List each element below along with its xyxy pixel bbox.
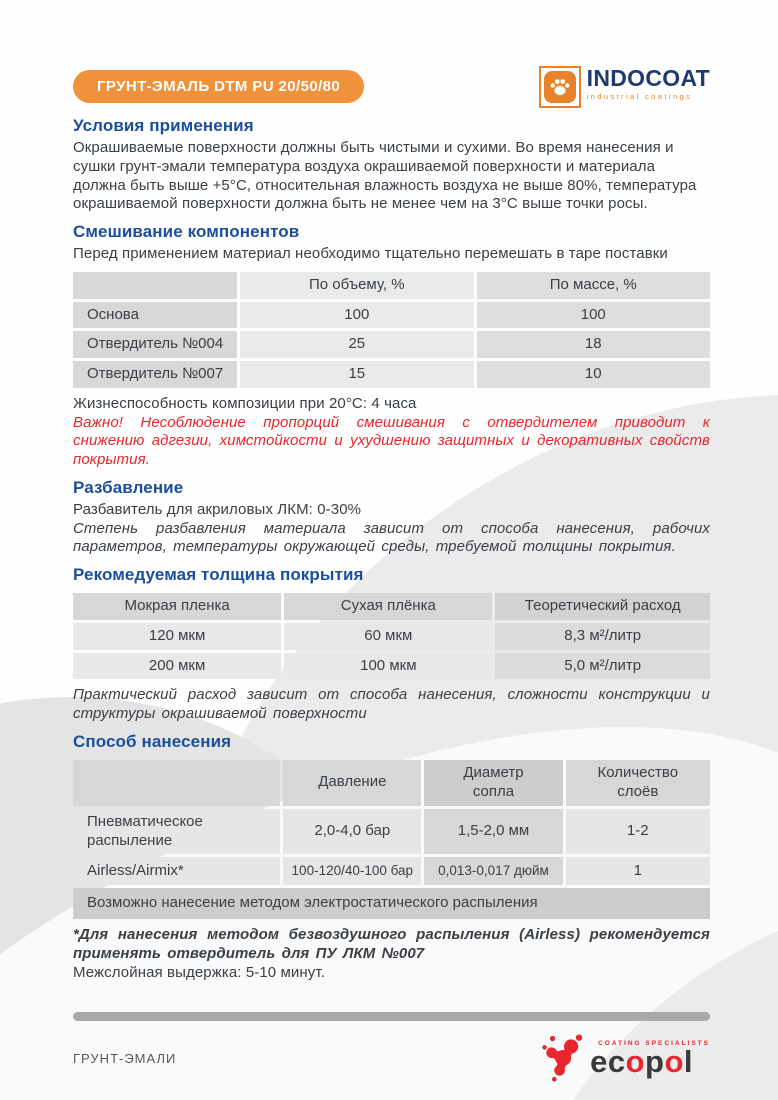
section-heading-mixing: Смешивание компонентов: [73, 222, 300, 241]
cell: 2,0-4,0 бар: [283, 809, 421, 855]
pot-life-note: Жизнеспособность композиции при 20°С: 4 часа: [73, 394, 417, 412]
cell: [566, 760, 710, 806]
table-row: [73, 623, 710, 650]
indocoat-tagline: industrial coatings: [586, 92, 693, 102]
cell: По объему, %: [240, 272, 473, 299]
section-heading-dilution: Разбавление: [73, 477, 184, 497]
thickness-note: Практический расход зависит от способа нанесения, сложности конструкции и структуры окрашиваемой поверхности: [73, 686, 710, 722]
cell: Давление: [283, 760, 421, 806]
table-row: [73, 331, 710, 358]
page-footer: [73, 1031, 710, 1085]
cell-text: Количество слоёв: [597, 764, 679, 800]
cell: 18: [477, 331, 710, 358]
section-heading-conditions: Условия применения: [73, 116, 254, 135]
indocoat-wordmark: [587, 66, 710, 101]
conditions-paragraph: Окрашиваемые поверхности должны быть чистыми и сухими. Во время нанесения и сушки грунт-эмали температура воздуха окрашиваемой поверхности и материала должна быть выше +5°С, относительная влажность воздуха не выше 80%, температура окрашиваемой поверхности должна быть не менее чем на 3°С выше точки росы.: [73, 139, 697, 213]
cell: 5,0 м²/литр: [495, 653, 710, 680]
cell: 10: [477, 361, 710, 388]
table-header-row: [73, 760, 710, 806]
cell: 1: [566, 857, 710, 885]
table-row: [73, 809, 710, 855]
footer-divider: [73, 1012, 710, 1021]
cell: 25: [240, 331, 473, 358]
dilution-line: Разбавитель для акриловых ЛКМ: 0-30%: [73, 500, 362, 518]
cell: Пневматическое распыление: [73, 809, 280, 855]
cell: 15: [240, 361, 473, 388]
indocoat-name: INDOCOAT: [586, 65, 710, 91]
application-table: [70, 757, 713, 922]
page-header: [73, 65, 710, 108]
indocoat-logo: [539, 66, 710, 108]
cell: 100 мкм: [284, 653, 492, 680]
dilution-note: Степень разбавления материала зависит от способа нанесения, рабочих параметров, температуры окружающей среды, требуемой толщины покрытия.: [73, 519, 710, 556]
thickness-table: [70, 590, 713, 682]
mixing-intro: Перед применением материал необходимо тщательно перемешать в таре поставки: [73, 245, 668, 262]
table-row: [73, 361, 710, 388]
paw-icon: [539, 66, 581, 108]
cell: Основа: [73, 302, 237, 329]
cell: Отвердитель №004: [73, 331, 237, 358]
ecopol-letters: l: [683, 1043, 693, 1079]
section-heading-application: Способ нанесения: [73, 731, 232, 751]
cell: 100-120/40-100 бар: [283, 857, 421, 885]
section-heading-thickness: Рекомедуемая толщина покрытия: [73, 565, 364, 584]
table-header-row: [73, 272, 710, 299]
cell: 8,3 м²/литр: [495, 623, 710, 650]
interlayer-note: Межслойная выдержка: 5-10 минут.: [73, 963, 325, 981]
cell: 200 мкм: [73, 653, 281, 680]
cell: [73, 272, 237, 299]
cell: Мокрая пленка: [73, 593, 281, 620]
table-row: [73, 302, 710, 329]
table-row: [73, 857, 710, 885]
mixing-warning: Важно! Несоблюдение пропорций смешивания с отвердителем приводит к снижению адгезии, химстойкости и ухудшению защитных и декоративных свойств покрытия.: [73, 413, 710, 468]
cell: По массе, %: [477, 272, 710, 299]
table-row: [73, 653, 710, 680]
cell: Airless/Airmix*: [73, 857, 280, 885]
cell: Отвердитель №007: [73, 361, 237, 388]
table-merged-row: [73, 888, 710, 919]
ecopol-letters: ec: [590, 1043, 626, 1079]
cell-text: Диаметр сопла: [463, 764, 524, 800]
cell: Сухая плёнка: [284, 593, 492, 620]
cell: 0,013-0,017 дюйм: [424, 857, 562, 885]
ecopol-letter-o: o: [625, 1043, 645, 1079]
cell: [73, 760, 280, 806]
cell: Теоретический расход: [495, 593, 710, 620]
product-badge: ГРУНТ-ЭМАЛЬ DTM PU 20/50/80: [73, 70, 364, 103]
ecopol-letters: p: [645, 1043, 665, 1079]
cell: 1-2: [566, 809, 710, 855]
table-header-row: [73, 593, 710, 620]
footer-category: ГРУНТ-ЭМАЛИ: [73, 1050, 177, 1066]
ecopol-letter-o: o: [664, 1043, 684, 1079]
application-footnote: *Для нанесения методом безвоздушного распыления (Airless) рекомендуется применять отвердитель для ПУ ЛКМ №007: [73, 926, 710, 962]
ecopol-wordmark: [590, 1040, 710, 1077]
mixing-table: [70, 269, 713, 391]
cell: 100: [240, 302, 473, 329]
paint-splat-icon: [541, 1031, 587, 1085]
cell: 120 мкм: [73, 623, 281, 650]
paw-icon-tile: [544, 71, 576, 103]
cell: Возможно нанесение методом электростатического распыления: [73, 888, 710, 919]
cell: 1,5-2,0 мм: [424, 809, 562, 855]
ecopol-tagline: COATING SPECIALISTS: [598, 1039, 710, 1047]
cell: 60 мкм: [284, 623, 492, 650]
cell: 100: [477, 302, 710, 329]
ecopol-logo: [541, 1031, 710, 1085]
ecopol-name: [590, 1043, 693, 1079]
cell: [424, 760, 562, 806]
